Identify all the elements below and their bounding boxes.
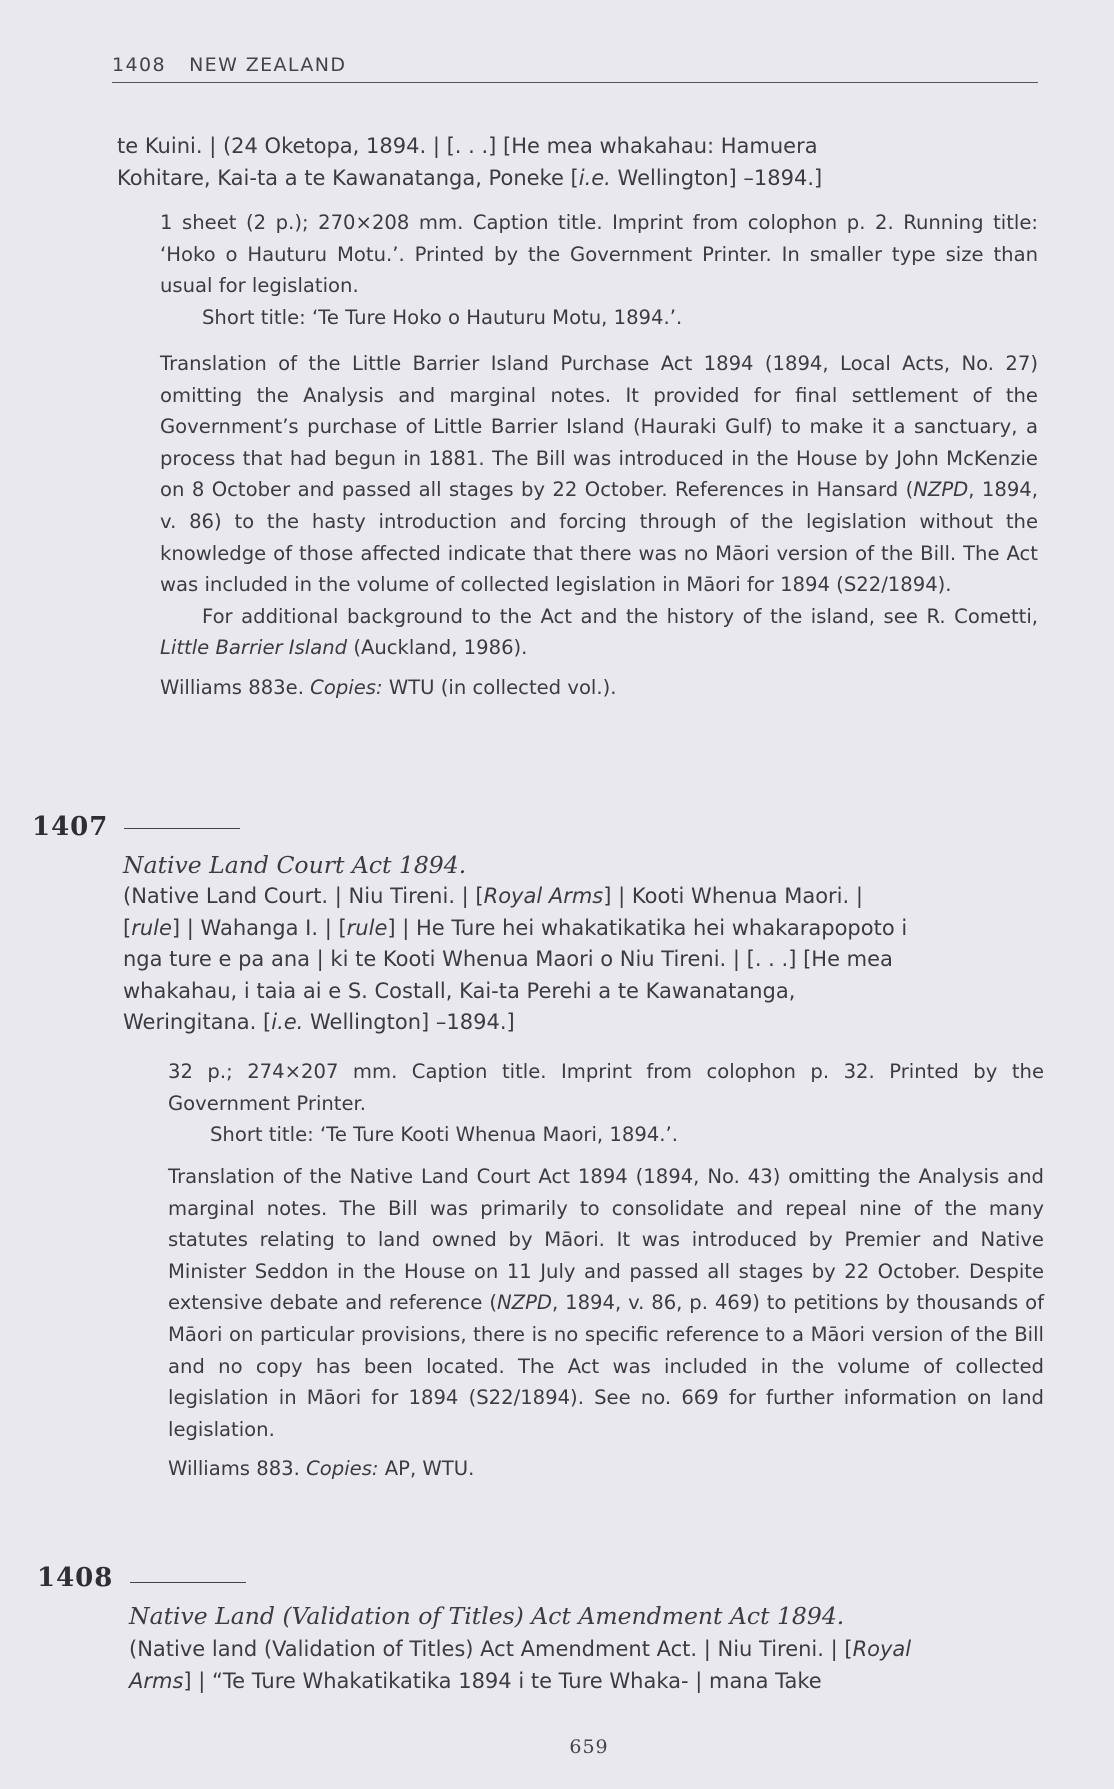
- physical-description: 32 p.; 274×207 mm. Caption title. Imprint from colophon p. 32. Printed by the Government Printer.: [168, 1060, 1044, 1115]
- imprint-line: (Native land (Validation of Titles) Act Amendment Act. | Niu Tireni. | [Royal: [129, 1637, 912, 1661]
- header-page-number: 1408: [112, 54, 166, 76]
- note-paragraph: Translation of the Native Land Court Act 1894 (1894, No. 43) omitting the Analysis and marginal notes. The Bill was primarily to consolidate and repeal nine of the many statutes relating to land owned by Māori. It was introduced by Premier and Native Minister Seddon in the House on 11 July and passed all stages by 22 October. Despite extensive debate and reference (NZPD, 1894, v. 86, p. 469) to petitions by thousands of Māori on particular provisions, there is no specific reference to a Māori version of the Bill and no copy has been located. The Act was included in the volume of collected legislation in Māori for 1894 (S22/1894). See no. 669 for further information on land legislation.: [168, 1165, 1044, 1441]
- footer-page-number: 659: [569, 1736, 609, 1758]
- imprint-line: nga ture e pa ana | ki te Kooti Whenua Maori o Niu Tireni. | [. . .] [He mea: [123, 947, 893, 971]
- entry-title: Native Land Court Act 1894.: [123, 851, 467, 879]
- entry-number: 1408: [37, 1563, 114, 1593]
- imprint-line: Weringitana. [i.e. Wellington] –1894.]: [123, 1010, 515, 1034]
- reference: Williams 883. Copies: AP, WTU.: [168, 1457, 475, 1481]
- short-title: Short title: ‘Te Ture Hoko o Hauturu Motu, 1894.’.: [202, 305, 683, 329]
- entry-1407-notes: [168, 1161, 1044, 1485]
- entry-number: 1407: [32, 812, 109, 842]
- reference: Williams 883e. Copies: WTU (in collected vol.).: [160, 675, 617, 699]
- entry-1407-imprint: [123, 881, 1043, 1039]
- short-title: Short title: ‘Te Ture Kooti Whenua Maori, 1894.’.: [210, 1123, 678, 1147]
- entry-1407-physical: [168, 1056, 1044, 1151]
- entry-title: Native Land (Validation of Titles) Act Amendment Act 1894.: [129, 1602, 845, 1630]
- header-running-head: NEW ZEALAND: [189, 54, 347, 76]
- imprint-line: te Kuini. | (24 Oketopa, 1894. | [. . .] [He mea whakahau: Hamuera: [117, 134, 818, 158]
- imprint-line: Arms] | “Te Ture Whakatikatika 1894 i te Ture Whaka- | mana Take: [129, 1668, 822, 1693]
- imprint-line: (Native Land Court. | Niu Tireni. | [Royal Arms] | Kooti Whenua Maori. |: [123, 884, 863, 908]
- entry-1406-imprint: [117, 131, 1057, 194]
- entry-1406-notes: [160, 348, 1038, 704]
- imprint-line: Kohitare, Kai-ta a te Kawanatanga, Poneke [i.e. Wellington] –1894.]: [117, 165, 823, 190]
- note-paragraph: Translation of the Little Barrier Island Purchase Act 1894 (1894, Local Acts, No. 27) omitting the Analysis and marginal notes. It provided for final settlement of the Government’s purchase of Little Barrier Island (Hauraki Gulf) to make it a sanctuary, a process that had begun in 1881. The Bill was introduced in the House by John McKenzie on 8 October and passed all stages by 22 October. References in Hansard (NZPD, 1894, v. 86) to the hasty introduction and forcing through of the legislation without the knowledge of those affected indicate that there was no Māori version of the Bill. The Act was included in the volume of collected legislation in Māori for 1894 (S22/1894).: [160, 352, 1038, 597]
- running-header: [112, 52, 1038, 83]
- entry-1406-physical: [160, 207, 1038, 333]
- entry-rule: [124, 828, 240, 829]
- note-paragraph: For additional background to the Act and the history of the island, see R. Cometti, Little Barrier Island (Auckland, 1986).: [160, 604, 1038, 660]
- imprint-line: whakahau, i taia ai e S. Costall, Kai-ta Perehi a te Kawanatanga,: [123, 978, 796, 1003]
- entry-1408-imprint: [129, 1634, 1049, 1697]
- imprint-line: [rule] | Wahanga I. | [rule] | He Ture hei whakatikatika hei whakarapopoto i: [123, 915, 908, 940]
- entry-rule: [130, 1582, 246, 1583]
- physical-description: 1 sheet (2 p.); 270×208 mm. Caption title. Imprint from colophon p. 2. Running title: ‘Hoko o Hauturu Motu.’. Printed by the Government Printer. In smaller type size than usual for legislation.: [160, 211, 1038, 298]
